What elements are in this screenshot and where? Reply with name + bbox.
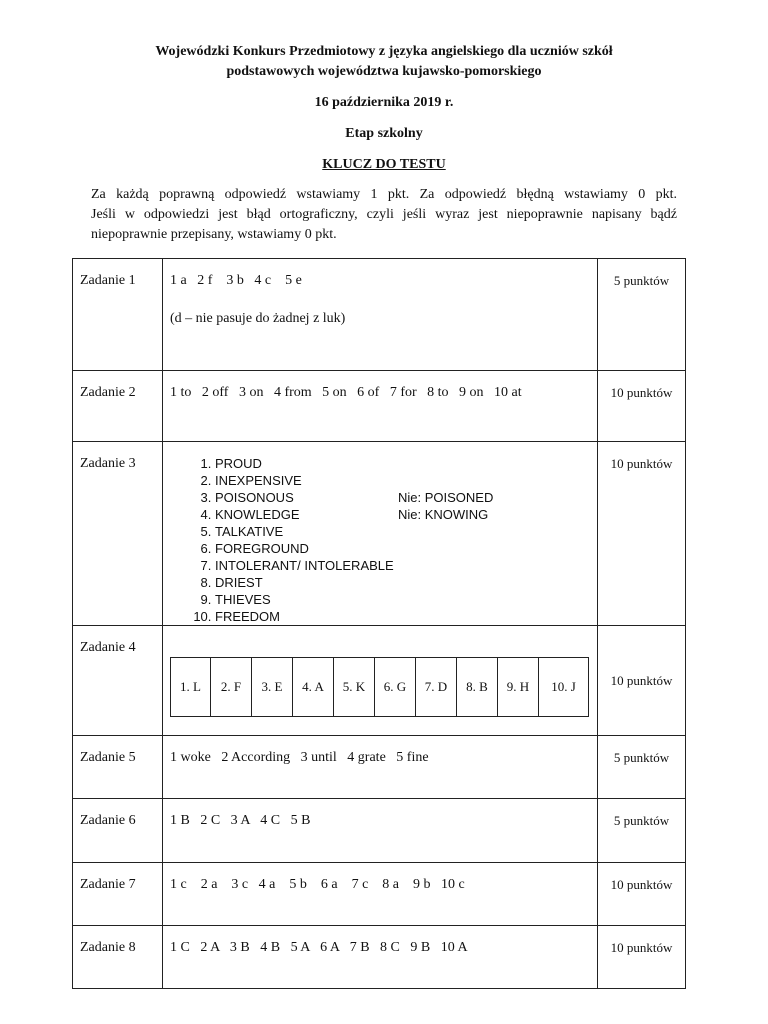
answer-list bbox=[163, 442, 597, 625]
grid-cell: 5. K bbox=[334, 658, 375, 717]
task-label: Zadanie 1 bbox=[80, 273, 136, 288]
date: 16 października 2019 r. bbox=[314, 95, 454, 110]
intro-paragraph bbox=[91, 185, 677, 245]
list-item: 8. DRIEST bbox=[215, 574, 597, 591]
grid-cell: 3. E bbox=[252, 658, 293, 717]
title-line-1: Wojewódzki Konkurs Przedmiotowy z języka angielskiego dla uczniów szkół bbox=[155, 44, 613, 59]
list-item: 6. FOREGROUND bbox=[215, 540, 597, 557]
table-row-task-1 bbox=[73, 259, 686, 371]
table-row-task-4 bbox=[73, 626, 686, 736]
table-row-task-2 bbox=[73, 371, 686, 442]
task-points: 5 punktów bbox=[613, 273, 670, 288]
list-item: 3. POISONOUS Nie: POISONED bbox=[215, 489, 597, 506]
task-answer: 1 a 2 f 3 b 4 c 5 e bbox=[170, 273, 302, 288]
grid-cell: 8. B bbox=[457, 658, 498, 717]
list-item: 10. FREEDOM bbox=[215, 608, 597, 625]
list-item: 4. KNOWLEDGE Nie: KNOWING bbox=[215, 506, 597, 523]
grid-cell: 1. L bbox=[171, 658, 211, 717]
list-item: 9. THIEVES bbox=[215, 591, 597, 608]
table-row-task-8 bbox=[73, 926, 686, 989]
task-answer: 1 B 2 C 3 A 4 C 5 B bbox=[170, 813, 311, 828]
task-label: Zadanie 3 bbox=[80, 456, 136, 471]
task-label: Zadanie 5 bbox=[80, 750, 136, 765]
task-points: 10 punktów bbox=[610, 672, 673, 688]
task-answer: 1 woke 2 According 3 until 4 grate 5 fine bbox=[170, 750, 429, 765]
grid-cell: 4. A bbox=[293, 658, 334, 717]
task-answer: 1 c 2 a 3 c 4 a 5 b 6 a 7 c 8 a 9 b 10 c bbox=[170, 877, 465, 892]
grid-cell: 2. F bbox=[211, 658, 252, 717]
task-points: 10 punktów bbox=[610, 877, 673, 892]
key-title: KLUCZ DO TESTU bbox=[322, 157, 446, 172]
task-points: 5 punktów bbox=[613, 813, 670, 828]
wrong-answer-note: Nie: KNOWING bbox=[398, 507, 489, 522]
table-row-task-5 bbox=[73, 736, 686, 799]
task-note: (d – nie pasuje do żadnej z luk) bbox=[170, 311, 346, 326]
grid-cell: 6. G bbox=[375, 658, 416, 717]
task-label: Zadanie 4 bbox=[80, 640, 136, 655]
task-points: 5 punktów bbox=[613, 750, 670, 765]
task-points: 10 punktów bbox=[610, 940, 673, 955]
list-item: 2. INEXPENSIVE bbox=[215, 472, 597, 489]
task-answer: 1 C 2 A 3 B 4 B 5 A 6 A 7 B 8 C 9 B 10 A bbox=[170, 940, 468, 955]
task-label: Zadanie 7 bbox=[80, 877, 136, 892]
table-row-task-7 bbox=[73, 863, 686, 926]
list-item: 1. PROUD bbox=[215, 455, 597, 472]
task-points: 10 punktów bbox=[610, 456, 673, 471]
grid-cell: 7. D bbox=[416, 658, 457, 717]
list-item: 5. TALKATIVE bbox=[215, 523, 597, 540]
task-label: Zadanie 6 bbox=[80, 813, 136, 828]
intro-line-2: Jeśli w odpowiedzi jest błąd ortograficzny, czyli jeśli wyraz jest niepoprawnie napisany bądź bbox=[91, 207, 677, 222]
title-line-2: podstawowych województwa kujawsko-pomorskiego bbox=[226, 64, 542, 79]
wrong-answer-note: Nie: POISONED bbox=[398, 490, 494, 505]
list-item: 7. INTOLERANT/ INTOLERABLE bbox=[215, 557, 597, 574]
task-label: Zadanie 2 bbox=[80, 385, 136, 400]
task-answer: 1 to 2 off 3 on 4 from 5 on 6 of 7 for 8 to 9 on 10 at bbox=[170, 385, 522, 400]
intro-line-3: niepoprawnie przepisany, wstawiamy 0 pkt. bbox=[91, 227, 337, 242]
matching-grid bbox=[170, 657, 589, 717]
intro-line-1: Za każdą poprawną odpowiedź wstawiamy 1 pkt. Za odpowiedź błędną wstawiamy 0 pkt. bbox=[91, 187, 677, 202]
grid-cell: 9. H bbox=[498, 658, 539, 717]
grid-cell: 10. J bbox=[539, 658, 589, 717]
task-points: 10 punktów bbox=[610, 385, 673, 400]
task-label: Zadanie 8 bbox=[80, 940, 136, 955]
answer-key-table bbox=[72, 258, 686, 989]
table-row-task-6 bbox=[73, 799, 686, 863]
stage: Etap szkolny bbox=[345, 126, 423, 141]
table-row-task-3 bbox=[73, 442, 686, 626]
